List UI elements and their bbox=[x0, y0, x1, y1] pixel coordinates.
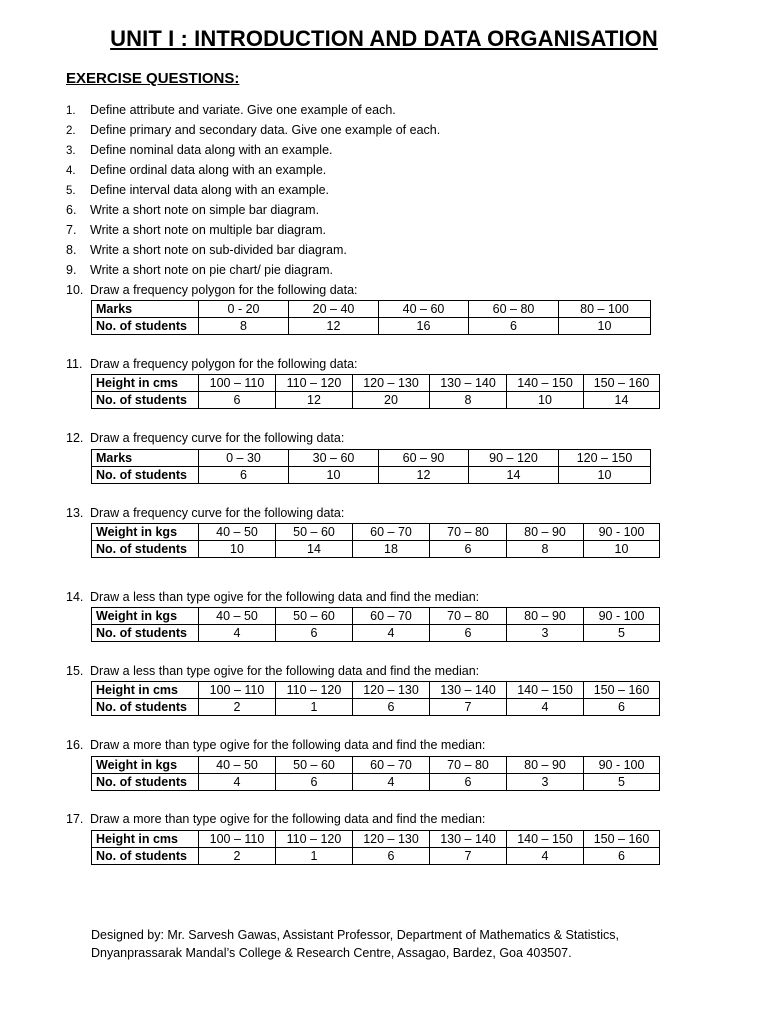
question-text: Write a short note on multiple bar diagram. bbox=[90, 223, 326, 237]
footer-line-1: Designed by: Mr. Sarvesh Gawas, Assistant Professor, Department of Mathematics & Statistics, bbox=[91, 928, 619, 942]
table-cell: 60 – 70 bbox=[353, 757, 430, 774]
table-cell: 150 – 160 bbox=[584, 831, 660, 848]
question-text: Write a short note on sub-divided bar diagram. bbox=[90, 243, 347, 257]
table-cell: 7 bbox=[430, 848, 507, 865]
table-row bbox=[92, 625, 660, 642]
table-cell: 6 bbox=[584, 848, 660, 865]
row-label: Marks bbox=[92, 450, 199, 467]
table-cell: 10 bbox=[199, 541, 276, 558]
question-16 bbox=[66, 737, 485, 753]
question-number: 8. bbox=[66, 243, 77, 257]
table-cell: 80 – 90 bbox=[507, 524, 584, 541]
question-14 bbox=[66, 589, 479, 605]
table-cell: 60 – 70 bbox=[353, 608, 430, 625]
question-number: 15. bbox=[66, 664, 84, 678]
table-cell: 7 bbox=[430, 699, 507, 716]
question-text: Draw a frequency curve for the following data: bbox=[90, 431, 345, 445]
table-cell: 1 bbox=[276, 848, 353, 865]
question-17 bbox=[66, 811, 485, 827]
question-number: 9. bbox=[66, 263, 77, 277]
question-number: 13. bbox=[66, 506, 84, 520]
table-cell: 6 bbox=[199, 467, 289, 484]
table-cell: 4 bbox=[353, 774, 430, 791]
table-cell: 16 bbox=[379, 318, 469, 335]
frequency-table-11 bbox=[91, 374, 660, 409]
question-text: Draw a frequency curve for the following data: bbox=[90, 506, 345, 520]
table-cell: 140 – 150 bbox=[507, 682, 584, 699]
question-text: Draw a less than type ogive for the following data and find the median: bbox=[90, 664, 480, 678]
frequency-table-15 bbox=[91, 681, 660, 716]
table-cell: 14 bbox=[584, 392, 660, 409]
table-cell: 120 – 130 bbox=[353, 831, 430, 848]
table-row bbox=[92, 848, 660, 865]
table-cell: 110 – 120 bbox=[276, 831, 353, 848]
question-number: 4. bbox=[66, 165, 76, 177]
question-3 bbox=[66, 142, 333, 159]
question-number: 3. bbox=[66, 145, 76, 157]
question-12 bbox=[66, 430, 344, 446]
table-cell: 40 – 50 bbox=[199, 524, 276, 541]
frequency-table-14 bbox=[91, 607, 660, 642]
question-number: 10. bbox=[66, 283, 84, 297]
table-cell: 6 bbox=[353, 848, 430, 865]
question-number: 6. bbox=[66, 203, 77, 217]
page-title: UNIT I : INTRODUCTION AND DATA ORGANISATION bbox=[110, 26, 658, 51]
table-cell: 100 – 110 bbox=[199, 831, 276, 848]
table-cell: 8 bbox=[199, 318, 289, 335]
question-number: 16. bbox=[66, 738, 84, 752]
table-row bbox=[92, 699, 660, 716]
question-4 bbox=[66, 162, 326, 179]
table-cell: 2 bbox=[199, 848, 276, 865]
frequency-table-13 bbox=[91, 523, 660, 558]
table-cell: 110 – 120 bbox=[276, 682, 353, 699]
row-label: Weight in kgs bbox=[92, 524, 199, 541]
question-5 bbox=[66, 182, 329, 199]
table-cell: 40 – 60 bbox=[379, 301, 469, 318]
table-cell: 14 bbox=[276, 541, 353, 558]
question-number: 1. bbox=[66, 105, 76, 117]
table-cell: 3 bbox=[507, 774, 584, 791]
table-row bbox=[92, 608, 660, 625]
table-cell: 4 bbox=[507, 848, 584, 865]
table-cell: 0 – 30 bbox=[199, 450, 289, 467]
question-11 bbox=[66, 356, 358, 372]
question-text: Define attribute and variate. Give one example of each. bbox=[90, 103, 396, 117]
table-cell: 90 - 100 bbox=[584, 608, 660, 625]
row-label: Weight in kgs bbox=[92, 608, 199, 625]
table-row bbox=[92, 831, 660, 848]
table-cell: 150 – 160 bbox=[584, 682, 660, 699]
question-number: 14. bbox=[66, 590, 84, 604]
table-cell: 100 – 110 bbox=[199, 375, 276, 392]
table-cell: 60 – 80 bbox=[469, 301, 559, 318]
table-cell: 10 bbox=[507, 392, 584, 409]
question-10 bbox=[66, 282, 358, 298]
row-label: No. of students bbox=[92, 318, 199, 335]
table-cell: 80 – 90 bbox=[507, 757, 584, 774]
table-cell: 50 – 60 bbox=[276, 524, 353, 541]
table-cell: 130 – 140 bbox=[430, 682, 507, 699]
footer-credits bbox=[91, 926, 619, 962]
table-cell: 40 – 50 bbox=[199, 608, 276, 625]
table-row bbox=[92, 375, 660, 392]
table-cell: 0 - 20 bbox=[199, 301, 289, 318]
question-1 bbox=[66, 102, 396, 119]
table-cell: 150 – 160 bbox=[584, 375, 660, 392]
table-cell: 80 – 90 bbox=[507, 608, 584, 625]
table-cell: 120 – 150 bbox=[559, 450, 651, 467]
row-label: No. of students bbox=[92, 541, 199, 558]
frequency-table-17 bbox=[91, 830, 660, 865]
table-cell: 10 bbox=[559, 467, 651, 484]
table-cell: 18 bbox=[353, 541, 430, 558]
table-cell: 40 – 50 bbox=[199, 757, 276, 774]
table-cell: 70 – 80 bbox=[430, 524, 507, 541]
table-cell: 120 – 130 bbox=[353, 682, 430, 699]
table-cell: 4 bbox=[353, 625, 430, 642]
question-number: 11. bbox=[66, 357, 83, 371]
table-cell: 6 bbox=[353, 699, 430, 716]
table-cell: 90 – 120 bbox=[469, 450, 559, 467]
row-label: Marks bbox=[92, 301, 199, 318]
row-label: No. of students bbox=[92, 625, 199, 642]
question-8 bbox=[66, 242, 347, 258]
row-label: No. of students bbox=[92, 848, 199, 865]
question-number: 17. bbox=[66, 812, 84, 826]
table-row bbox=[92, 682, 660, 699]
table-cell: 130 – 140 bbox=[430, 831, 507, 848]
question-13 bbox=[66, 505, 344, 521]
question-text: Draw a frequency polygon for the following data: bbox=[90, 283, 358, 297]
question-text: Define nominal data along with an example. bbox=[90, 143, 333, 157]
question-7 bbox=[66, 222, 326, 238]
table-row bbox=[92, 301, 651, 318]
question-text: Draw a frequency polygon for the following data: bbox=[90, 357, 358, 371]
question-text: Define ordinal data along with an example. bbox=[90, 163, 327, 177]
footer-line-2: Dnyanprassarak Mandal’s College & Research Centre, Assagao, Bardez, Goa 403507. bbox=[91, 946, 572, 960]
question-number: 2. bbox=[66, 125, 76, 137]
question-text: Draw a more than type ogive for the following data and find the median: bbox=[90, 812, 486, 826]
table-cell: 110 – 120 bbox=[276, 375, 353, 392]
table-cell: 4 bbox=[507, 699, 584, 716]
row-label: No. of students bbox=[92, 392, 199, 409]
table-cell: 50 – 60 bbox=[276, 608, 353, 625]
table-cell: 70 – 80 bbox=[430, 757, 507, 774]
table-row bbox=[92, 467, 651, 484]
table-cell: 10 bbox=[559, 318, 651, 335]
table-row bbox=[92, 392, 660, 409]
table-cell: 90 - 100 bbox=[584, 757, 660, 774]
table-row bbox=[92, 450, 651, 467]
table-row bbox=[92, 541, 660, 558]
table-cell: 14 bbox=[469, 467, 559, 484]
table-cell: 140 – 150 bbox=[507, 831, 584, 848]
section-heading: EXERCISE QUESTIONS: bbox=[66, 70, 240, 87]
row-label: Height in cms bbox=[92, 682, 199, 699]
table-cell: 60 – 90 bbox=[379, 450, 469, 467]
question-number: 5. bbox=[66, 185, 76, 197]
question-15 bbox=[66, 663, 479, 679]
table-cell: 6 bbox=[469, 318, 559, 335]
table-cell: 8 bbox=[507, 541, 584, 558]
table-row bbox=[92, 774, 660, 791]
question-number: 12. bbox=[66, 431, 84, 445]
table-cell: 2 bbox=[199, 699, 276, 716]
table-cell: 6 bbox=[430, 774, 507, 791]
table-cell: 50 – 60 bbox=[276, 757, 353, 774]
question-2 bbox=[66, 122, 440, 139]
table-cell: 30 – 60 bbox=[289, 450, 379, 467]
table-cell: 10 bbox=[584, 541, 660, 558]
question-text: Write a short note on pie chart/ pie diagram. bbox=[90, 263, 333, 277]
table-cell: 6 bbox=[276, 774, 353, 791]
table-cell: 20 – 40 bbox=[289, 301, 379, 318]
table-cell: 20 bbox=[353, 392, 430, 409]
table-cell: 5 bbox=[584, 774, 660, 791]
table-cell: 90 - 100 bbox=[584, 524, 660, 541]
table-cell: 3 bbox=[507, 625, 584, 642]
row-label: No. of students bbox=[92, 699, 199, 716]
table-cell: 1 bbox=[276, 699, 353, 716]
table-cell: 70 – 80 bbox=[430, 608, 507, 625]
row-label: Height in cms bbox=[92, 831, 199, 848]
question-number: 7. bbox=[66, 223, 77, 237]
table-cell: 6 bbox=[430, 625, 507, 642]
table-row bbox=[92, 318, 651, 335]
table-cell: 120 – 130 bbox=[353, 375, 430, 392]
row-label: No. of students bbox=[92, 774, 199, 791]
table-cell: 6 bbox=[199, 392, 276, 409]
row-label: No. of students bbox=[92, 467, 199, 484]
table-cell: 6 bbox=[430, 541, 507, 558]
table-cell: 80 – 100 bbox=[559, 301, 651, 318]
frequency-table-10 bbox=[91, 300, 651, 335]
table-cell: 130 – 140 bbox=[430, 375, 507, 392]
question-text: Draw a more than type ogive for the following data and find the median: bbox=[90, 738, 486, 752]
question-9 bbox=[66, 262, 333, 278]
frequency-table-16 bbox=[91, 756, 660, 791]
table-cell: 4 bbox=[199, 625, 276, 642]
table-row bbox=[92, 524, 660, 541]
table-cell: 10 bbox=[289, 467, 379, 484]
question-text: Draw a less than type ogive for the following data and find the median: bbox=[90, 590, 480, 604]
table-cell: 12 bbox=[379, 467, 469, 484]
table-row bbox=[92, 757, 660, 774]
question-text: Write a short note on simple bar diagram. bbox=[90, 203, 320, 217]
table-cell: 6 bbox=[584, 699, 660, 716]
table-cell: 100 – 110 bbox=[199, 682, 276, 699]
table-cell: 6 bbox=[276, 625, 353, 642]
table-cell: 140 – 150 bbox=[507, 375, 584, 392]
table-cell: 60 – 70 bbox=[353, 524, 430, 541]
frequency-table-12 bbox=[91, 449, 651, 484]
table-cell: 5 bbox=[584, 625, 660, 642]
table-cell: 12 bbox=[276, 392, 353, 409]
table-cell: 8 bbox=[430, 392, 507, 409]
table-cell: 12 bbox=[289, 318, 379, 335]
table-cell: 4 bbox=[199, 774, 276, 791]
question-text: Define interval data along with an example. bbox=[90, 183, 330, 197]
question-6 bbox=[66, 202, 319, 218]
question-text: Define primary and secondary data. Give one example of each. bbox=[90, 123, 441, 137]
row-label: Height in cms bbox=[92, 375, 199, 392]
row-label: Weight in kgs bbox=[92, 757, 199, 774]
